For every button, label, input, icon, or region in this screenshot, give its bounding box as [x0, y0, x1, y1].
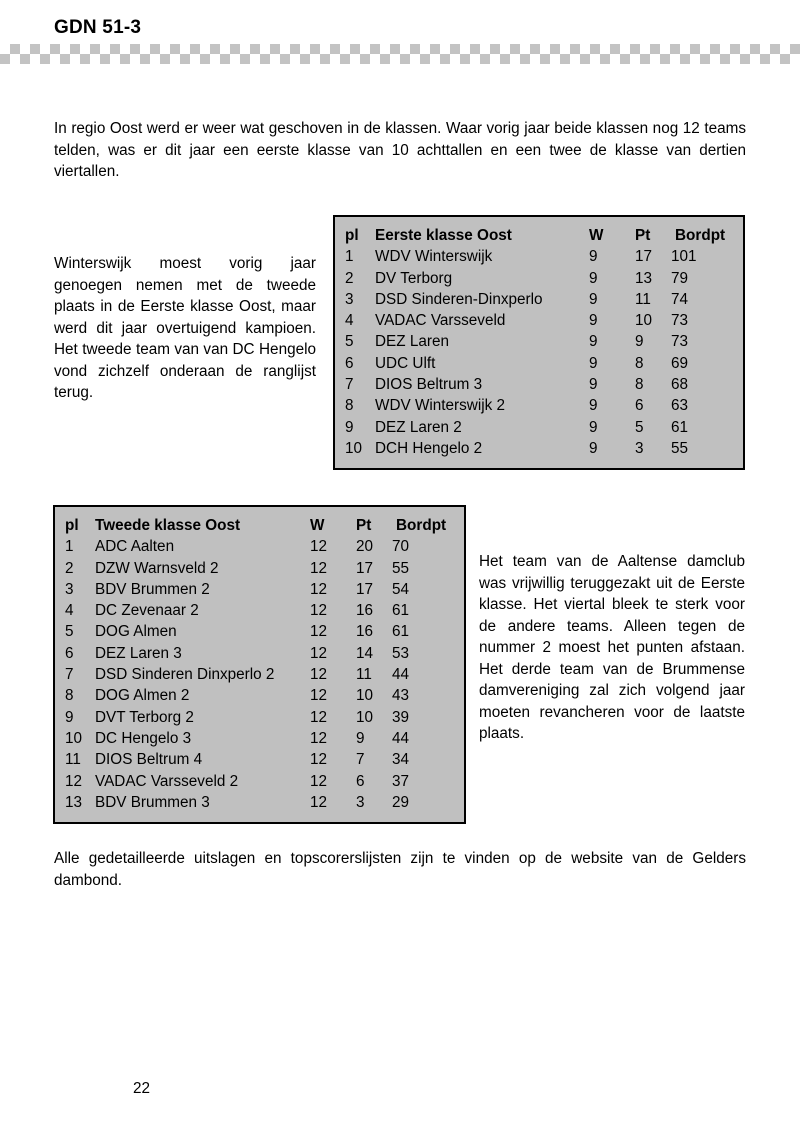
cell-pl: 1: [65, 538, 74, 556]
cell-bordpt: 73: [671, 333, 689, 351]
cell-pt: 16: [356, 623, 374, 641]
cell-pt: 10: [356, 708, 374, 726]
cell-w: 12: [310, 644, 328, 662]
cell-team: VADAC Varsseveld 2: [95, 772, 239, 790]
cell-pt: 3: [356, 793, 365, 811]
cell-team: DIOS Beltrum 3: [375, 376, 483, 394]
cell-pt: 16: [356, 602, 374, 620]
cell-bordpt: 61: [392, 623, 410, 641]
cell-bordpt: 43: [392, 687, 410, 705]
column-header-pt: Pt: [635, 227, 651, 244]
column-header-w: W: [589, 227, 604, 244]
cell-pt: 11: [356, 666, 372, 684]
cell-team: BDV Brummen 2: [95, 580, 210, 598]
cell-pl: 5: [65, 623, 74, 641]
table-row: [65, 643, 454, 664]
cell-pl: 12: [65, 772, 83, 790]
cell-pl: 7: [65, 666, 74, 684]
cell-w: 9: [589, 354, 598, 372]
aaltense-paragraph: Het team van de Aaltense damclub was vrijwillig teruggezakt uit de Eerste klasse. Het viertal bleek te sterk voor de andere teams. Alleen tegen de nummer 2 moest het punten afstaan. Het derde team van de Brummense damvereniging zal zich volgend jaar moeten revancheren voor de laatste plaats.: [479, 553, 745, 743]
cell-pt: 10: [356, 687, 374, 705]
cell-team: DCH Hengelo 2: [375, 439, 483, 457]
cell-pt: 13: [635, 269, 653, 287]
cell-team: ADC Aalten: [95, 538, 175, 556]
cell-w: 12: [310, 559, 328, 577]
website-paragraph: Alle gedetailleerde uitslagen en topscorerslijsten zijn te vinden op de website van de Gelders dambond.: [54, 850, 746, 889]
cell-bordpt: 68: [671, 376, 689, 394]
cell-pt: 17: [356, 559, 374, 577]
cell-pl: 9: [345, 418, 354, 436]
cell-team: DSD Sinderen Dinxperlo 2: [95, 666, 275, 684]
cell-pl: 6: [65, 644, 74, 662]
table-row: [345, 395, 733, 416]
cell-bordpt: 73: [671, 312, 689, 330]
page-title: GDN 51-3: [54, 17, 142, 38]
cell-team: BDV Brummen 3: [95, 793, 210, 811]
cell-bordpt: 55: [392, 559, 410, 577]
table-row: [65, 579, 454, 600]
column-header-pt: Pt: [356, 517, 372, 534]
cell-team: DSD Sinderen-Dinxperlo: [375, 290, 543, 308]
cell-pt: 8: [635, 376, 644, 394]
cell-w: 12: [310, 623, 328, 641]
cell-pl: 10: [65, 729, 83, 747]
table-row: [65, 600, 454, 621]
cell-team: DOG Almen 2: [95, 687, 190, 705]
cell-w: 12: [310, 793, 328, 811]
cell-w: 9: [589, 333, 598, 351]
cell-team: DVT Terborg 2: [95, 708, 194, 726]
column-header-bordpt: Bordpt: [396, 517, 447, 534]
cell-w: 9: [589, 269, 598, 287]
cell-pl: 5: [345, 333, 354, 351]
table-row: [345, 438, 733, 459]
eerste-klasse-table: [345, 225, 733, 459]
cell-bordpt: 79: [671, 269, 689, 287]
cell-team: UDC Ulft: [375, 354, 436, 372]
table-row: [65, 792, 454, 813]
cell-bordpt: 29: [392, 793, 410, 811]
table-row: [65, 664, 454, 685]
table-row: [345, 246, 733, 267]
column-header-bordpt: Bordpt: [675, 227, 726, 244]
standings-table-eerste-klasse-oost: [333, 215, 745, 470]
cell-pl: 3: [345, 290, 354, 308]
cell-pl: 2: [345, 269, 354, 287]
cell-pl: 7: [345, 376, 354, 394]
cell-bordpt: 53: [392, 644, 410, 662]
table-body: [65, 536, 454, 813]
table-row: [65, 536, 454, 557]
table-header-row: [345, 225, 733, 246]
table-header-row: [65, 515, 454, 536]
cell-bordpt: 74: [671, 290, 689, 308]
cell-pt: 9: [356, 729, 365, 747]
table-row: [65, 728, 454, 749]
cell-pl: 4: [65, 602, 74, 620]
table-row: [345, 417, 733, 438]
cell-pt: 17: [356, 580, 374, 598]
cell-pt: 6: [356, 772, 365, 790]
cell-team: DZW Warnsveld 2: [95, 559, 219, 577]
table-row: [345, 374, 733, 395]
table-row: [65, 558, 454, 579]
cell-pl: 4: [345, 312, 354, 330]
table-row: [345, 310, 733, 331]
cell-pt: 5: [635, 418, 644, 436]
column-header-team: Tweede klasse Oost: [95, 517, 241, 534]
cell-w: 9: [589, 397, 598, 415]
cell-w: 9: [589, 248, 598, 266]
table-row: [345, 353, 733, 374]
column-header-pl: pl: [345, 227, 359, 244]
cell-pt: 9: [635, 333, 644, 351]
intro-paragraph: In regio Oost werd er weer wat geschoven in de klassen. Waar vorig jaar beide klassen nog 12 teams telden, was er dit jaar een eerste klasse van 10 achttallen en een twee de klasse van dertien viertallen.: [54, 120, 746, 181]
cell-pl: 10: [345, 439, 363, 457]
cell-pl: 2: [65, 559, 74, 577]
column-header-w: W: [310, 517, 325, 534]
table-row: [345, 331, 733, 352]
cell-pt: 11: [635, 290, 651, 308]
cell-pl: 11: [65, 751, 81, 769]
cell-bordpt: 44: [392, 729, 410, 747]
cell-w: 12: [310, 708, 328, 726]
cell-team: DOG Almen: [95, 623, 177, 641]
table-row: [345, 268, 733, 289]
checkerboard-divider: [0, 44, 800, 64]
cell-w: 12: [310, 602, 328, 620]
cell-pl: 6: [345, 354, 354, 372]
cell-pt: 6: [635, 397, 644, 415]
cell-w: 12: [310, 751, 328, 769]
cell-pt: 3: [635, 439, 644, 457]
cell-team: WDV Winterswijk 2: [375, 397, 506, 415]
cell-w: 12: [310, 666, 328, 684]
tweede-klasse-table: [65, 515, 454, 813]
cell-team: DIOS Beltrum 4: [95, 751, 203, 769]
cell-w: 9: [589, 312, 598, 330]
cell-pt: 7: [356, 751, 365, 769]
cell-bordpt: 69: [671, 354, 689, 372]
cell-w: 9: [589, 439, 598, 457]
cell-team: DC Zevenaar 2: [95, 602, 199, 620]
cell-bordpt: 61: [392, 602, 410, 620]
cell-team: DC Hengelo 3: [95, 729, 192, 747]
cell-team: DEZ Laren 3: [95, 644, 182, 662]
page-number: 22: [133, 1080, 151, 1097]
table-header: [65, 515, 454, 536]
table-row: [65, 771, 454, 792]
cell-bordpt: 54: [392, 580, 410, 598]
cell-pl: 3: [65, 580, 74, 598]
cell-pt: 14: [356, 644, 374, 662]
cell-w: 12: [310, 772, 328, 790]
cell-w: 12: [310, 580, 328, 598]
table-row: [65, 621, 454, 642]
cell-w: 12: [310, 687, 328, 705]
cell-w: 9: [589, 290, 598, 308]
cell-w: 9: [589, 376, 598, 394]
cell-bordpt: 101: [671, 248, 697, 266]
winterswijk-paragraph: Winterswijk moest vorig jaar genoegen nemen met de tweede plaats in de Eerste klasse Oost, maar werd dit jaar overtuigend kampioen. Het tweede team van van DC Hengelo vond zichzelf onderaan de ranglijst terug.: [54, 255, 316, 402]
table-body: [345, 246, 733, 459]
cell-pt: 17: [635, 248, 653, 266]
cell-team: WDV Winterswijk: [375, 248, 493, 266]
cell-pl: 1: [345, 248, 354, 266]
table-row: [65, 707, 454, 728]
table-row: [65, 749, 454, 770]
cell-team: DEZ Laren: [375, 333, 449, 351]
cell-bordpt: 37: [392, 772, 410, 790]
cell-team: DEZ Laren 2: [375, 418, 462, 436]
table-header: [345, 225, 733, 246]
cell-w: 9: [589, 418, 598, 436]
cell-bordpt: 39: [392, 708, 410, 726]
cell-pl: 8: [65, 687, 74, 705]
cell-team: DV Terborg: [375, 269, 453, 287]
cell-w: 12: [310, 729, 328, 747]
cell-w: 12: [310, 538, 328, 556]
cell-bordpt: 61: [671, 418, 689, 436]
standings-table-tweede-klasse-oost: [53, 505, 466, 824]
cell-bordpt: 55: [671, 439, 689, 457]
column-header-pl: pl: [65, 517, 79, 534]
cell-bordpt: 70: [392, 538, 410, 556]
cell-bordpt: 63: [671, 397, 689, 415]
cell-bordpt: 34: [392, 751, 410, 769]
cell-bordpt: 44: [392, 666, 410, 684]
cell-pt: 8: [635, 354, 644, 372]
cell-pt: 10: [635, 312, 653, 330]
column-header-team: Eerste klasse Oost: [375, 227, 512, 244]
cell-pl: 9: [65, 708, 74, 726]
table-row: [345, 289, 733, 310]
cell-pl: 8: [345, 397, 354, 415]
table-row: [65, 685, 454, 706]
cell-pt: 20: [356, 538, 374, 556]
cell-team: VADAC Varsseveld: [375, 312, 506, 330]
cell-pl: 13: [65, 793, 83, 811]
